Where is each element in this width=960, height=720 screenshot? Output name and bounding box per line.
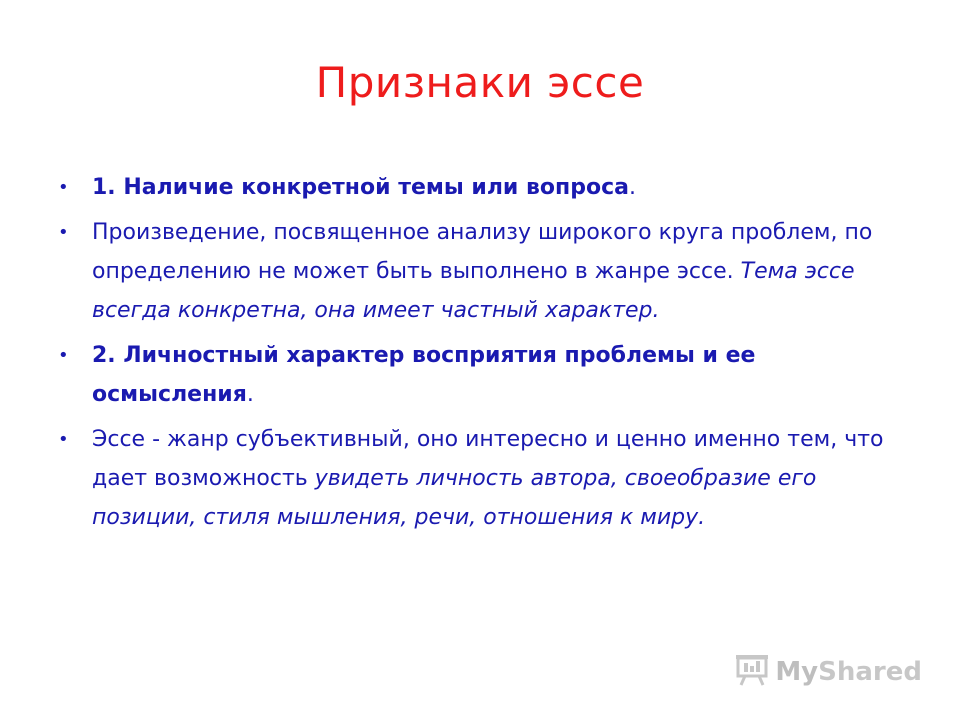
presentation-board-icon (735, 654, 769, 690)
watermark (735, 654, 922, 690)
bullet-dot-icon: • (58, 345, 69, 366)
bullet-dot-icon: • (58, 222, 69, 243)
bullet-dot-icon: • (58, 429, 69, 450)
watermark-prefix: My (775, 657, 819, 687)
bullet-dot-icon: • (58, 177, 69, 198)
bullet-italic-text: Тема эссе всегда конкретна, она имеет частный характер. (92, 259, 855, 323)
bullet-list (56, 168, 886, 543)
bullet-heading: 2. Личностный характер восприятия проблемы и ее осмысления (92, 343, 756, 407)
bullet-heading: 1. Наличие конкретной темы или вопроса (92, 175, 629, 200)
bullet-item (56, 336, 886, 414)
watermark-text (775, 657, 922, 687)
bullet-item (56, 213, 886, 330)
bullet-item (56, 420, 886, 537)
bullet-item (56, 168, 886, 207)
bullet-text: . (629, 175, 636, 200)
bullet-italic-text: увидеть личность автора, своеобразие его позиции, стиля мышления, речи, отношения к миру. (92, 466, 817, 530)
bullet-text: Эссе - жанр субъективный, оно интересно и ценно именно тем, что дает возможность (92, 427, 884, 491)
slide-title: Признаки эссе (315, 58, 645, 107)
bullet-text: . (246, 382, 254, 407)
watermark-suffix: Shared (818, 657, 922, 687)
bullet-text: Произведение, посвященное анализу широкого круга проблем, по определению не может быть выполнено в жанре эссе. (92, 220, 873, 284)
